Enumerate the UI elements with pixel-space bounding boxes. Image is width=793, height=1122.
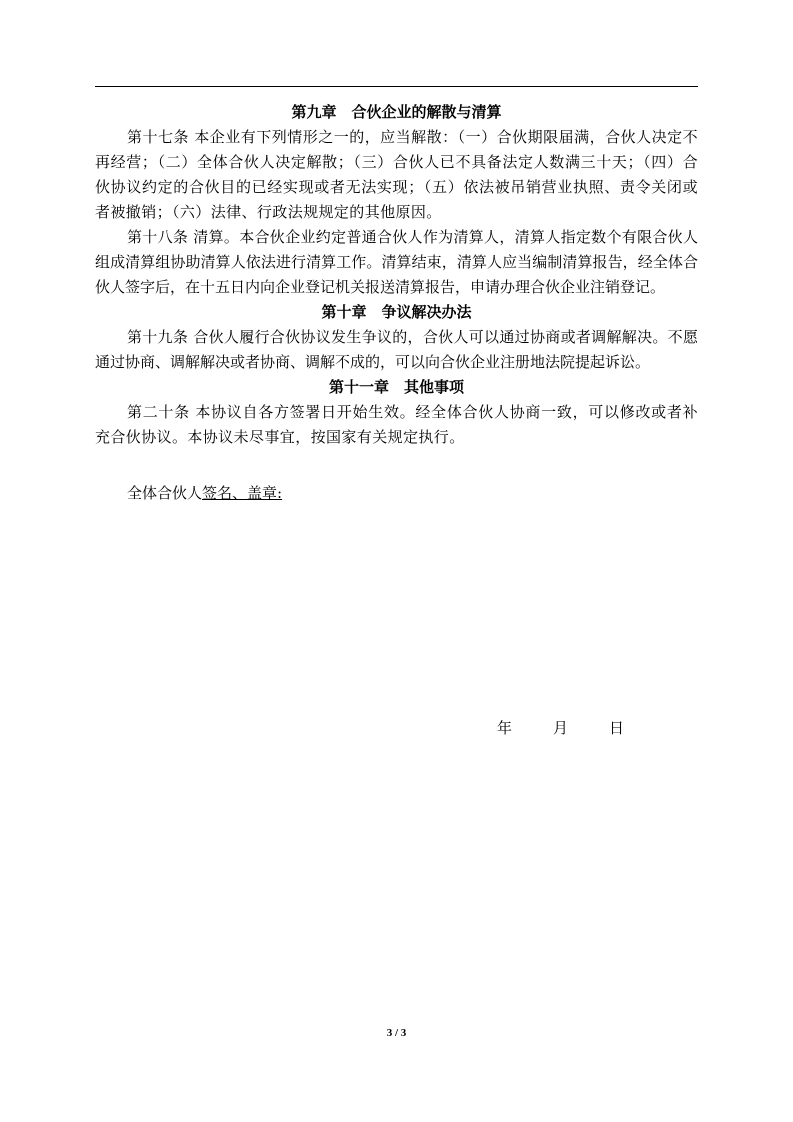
date-year-label: 年 [497, 719, 513, 737]
date-month-label: 月 [553, 719, 569, 737]
signature-prefix: 全体合伙人 [127, 484, 203, 502]
date-line [497, 716, 624, 741]
signature-underlined-label: 签名、盖章 [202, 484, 278, 502]
header-rule [95, 86, 698, 87]
signature-suffix: : [277, 484, 283, 502]
page-number: 3 / 3 [386, 1027, 407, 1039]
chapter-heading: 第十章 争议解决办法 [321, 303, 472, 321]
signature-line [95, 481, 698, 506]
article-18: 第十八条 清算。本合伙企业约定普通合伙人作为清算人，清算人指定数个有限合伙人组成清算组协助清算人依法进行清算工作。清算结束，清算人应当编制清算报告，经全体合伙人签字后，在十五日内向企业登记机关报送清算报告，申请办理合伙企业注销登记。 [95, 228, 698, 296]
signature-field [202, 484, 282, 502]
article-17: 第十七条 本企业有下列情形之一的，应当解散：（一）合伙期限届满，合伙人决定不再经营；（二）全体合伙人决定解散；（三）合伙人已不具备法定人数满三十天；（四）合伙协议约定的合伙目的已经实现或者无法实现；（五）依法被吊销营业执照、责令关闭或者被撤销；（六）法律、行政法规规定的其他原因。 [95, 128, 698, 221]
document-body [95, 100, 698, 506]
article-19: 第十九条 合伙人履行合伙协议发生争议的，合伙人可以通过协商或者调解解决。不愿通过协商、调解解决或者协商、调解不成的，可以向合伙企业注册地法院提起诉讼。 [95, 328, 698, 371]
chapter-heading: 第九章 合伙企业的解散与清算 [291, 103, 502, 121]
article-20: 第二十条 本协议自各方签署日开始生效。经全体合伙人协商一致，可以修改或者补充合伙协议。本协议未尽事宜，按国家有关规定执行。 [95, 403, 698, 446]
chapter-heading: 第十一章 其他事项 [328, 378, 464, 396]
date-day-label: 日 [609, 719, 625, 737]
